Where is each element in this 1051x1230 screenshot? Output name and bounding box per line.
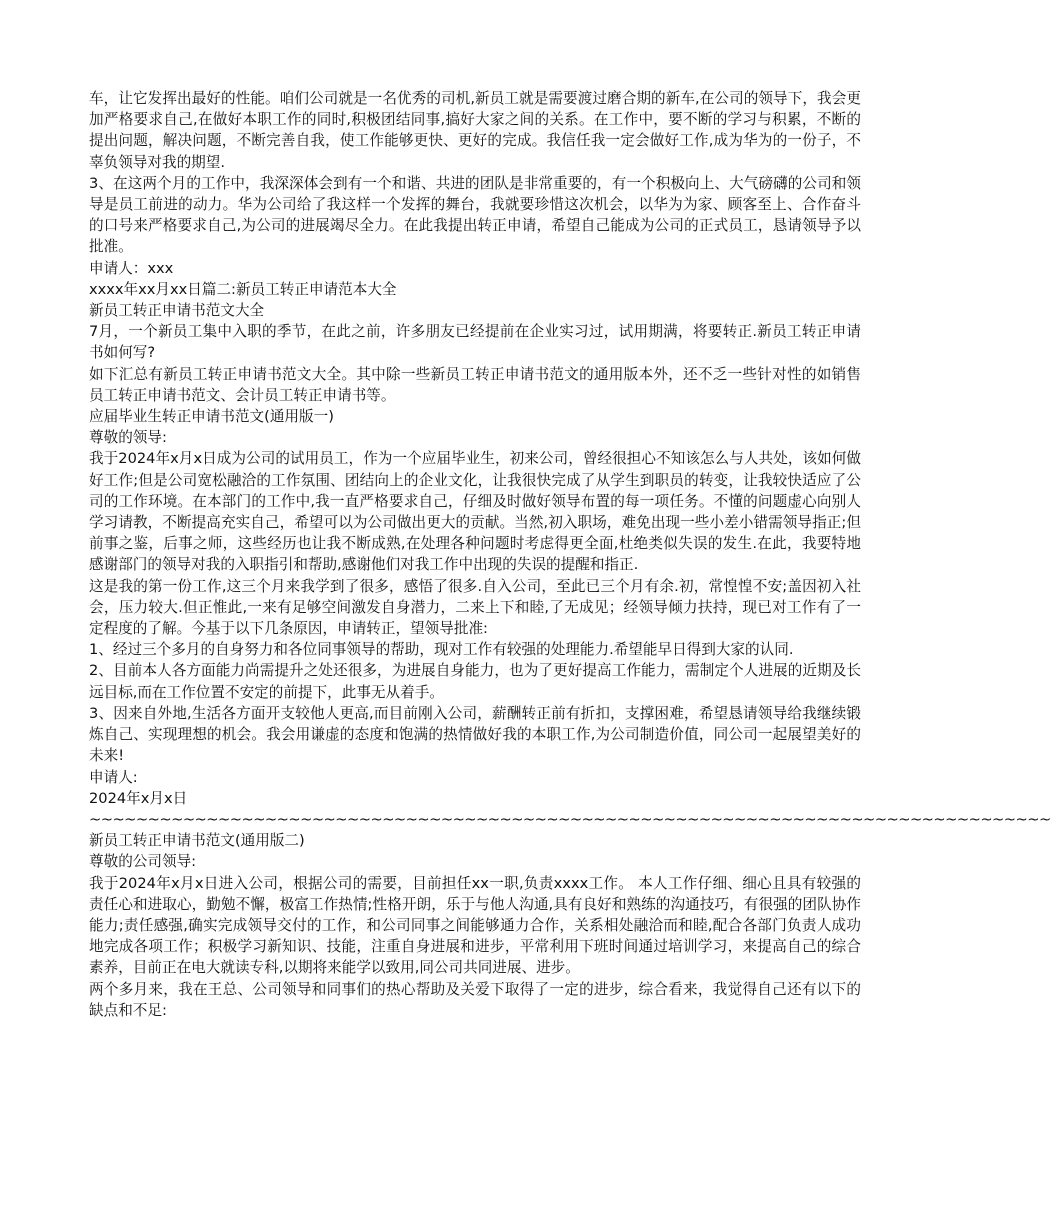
tilde-separator: ~~~~~~~~~~~~~~~~~~~~~~~~~~~~~~~~~~~~~~~~~~~~~~~~~~~~~~~~~~~~~~~~~~~~~~~~~~~~~~~~~~ [89, 810, 1051, 828]
sample1-reason-3: 3、因来自外地,生活各方面开支较他人更高,而目前刚入公司，薪酬转正前有折扣，支撑困难，希望恳请领导给我继续锻炼自己、实现理想的机会。我会用谦虚的态度和饱满的热情做好我的本职工作,为公司制造价值，同公司一起展望美好的未来! [89, 704, 861, 765]
paragraph-intro-2: 如下汇总有新员工转正申请书范文大全。其中除一些新员工转正申请书范文的通用版本外，还不乏一些针对性的如销售员工转正申请书范文、会计员工转正申请书等。 [89, 365, 861, 404]
applicant-line-1: 申请人：xxx [89, 259, 174, 277]
sample2-paragraph-1: 我于2024年x月x日进入公司，根据公司的需要，目前担任xx一职,负责xxxx工作。 本人工作仔细、细心且具有较强的责任心和进取心，勤勉不懈，极富工作热情;性格开朗，乐于与他人沟通,具有良好和熟练的沟通技巧，有很强的团队协作能力;责任感强,确实完成领导交付的工作，和公司同事之间能够通力合作，关系相处融洽而和睦,配合各部门负责人成功地完成各项工作；积极学习新知识、技能，注重自身进展和进步，平常利用下班时间通过培训学习，来提高自己的综合素养，目前正在电大就读专科,以期将来能学以致用,同公司共同进展、进步。 [89, 874, 861, 977]
sample-title-2: 新员工转正申请书范文(通用版二) [89, 832, 305, 850]
document-body [89, 88, 1051, 1021]
paragraph-2: 3、在这两个月的工作中，我深深体会到有一个和谐、共进的团队是非常重要的，有一个积极向上、大气磅礴的公司和领导是员工前进的动力。华为公司给了我这样一个发挥的舞台，我就要珍惜这次机会，以华为为家、顾客至上、合作奋斗的口号来严格要求自己,为公司的进展竭尽全力。在此我提出转正申请，希望自己能成为公司的正式员工，恳请领导予以批准。 [89, 174, 861, 256]
sample1-reason-2: 2、目前本人各方面能力尚需提升之处还很多，为进展自身能力，也为了更好提高工作能力，需制定个人进展的近期及长远目标,而在工作位置不安定的前提下，此事无从着手。 [89, 662, 861, 701]
paragraph-intro-1: 7月，一个新员工集中入职的季节，在此之前，许多朋友已经提前在企业实习过，试用期满，将要转正.新员工转正申请书如何写? [89, 323, 861, 362]
paragraph-1: 车，让它发挥出最好的性能。咱们公司就是一名优秀的司机,新员工就是需要渡过磨合期的新车,在公司的领导下，我会更加严格要求自己,在做好本职工作的同时,积极团结同事,搞好大家之间的关系。在工作中，要不断的学习与积累，不断的提出问题，解决问题，不断完善自我，使工作能够更快、更好的完成。我信任我一定会做好工作,成为华为的一份子，不辜负领导对我的期望. [89, 90, 861, 171]
sample1-paragraph-1: 我于2024年x月x日成为公司的试用员工，作为一个应届毕业生，初来公司，曾经很担心不知该怎么与人共处，该如何做好工作;但是公司宽松融洽的工作氛围、团结向上的企业文化，让我很快完成了从学生到职员的转变，让我较快适应了公司的工作环境。在本部门的工作中,我一直严格要求自己，仔细及时做好领导布置的每一项任务。不懂的问题虚心向别人学习请教，不断提高充实自己，希望可以为公司做出更大的贡献。当然,初入职场，难免出现一些小差小错需领导指正;但前事之鉴，后事之师，这些经历也让我不断成熟,在处理各种问题时考虑得更全面,杜绝类似失误的发生.在此，我要特地感谢部门的领导对我的入职指引和帮助,感谢他们对我工作中出现的失误的提醒和指正. [89, 450, 861, 574]
sample2-paragraph-2: 两个多月来，我在王总、公司领导和同事们的热心帮助及关爱下取得了一定的进步，综合看来，我觉得自己还有以下的缺点和不足: [89, 980, 861, 1019]
section-title: 新员工转正申请书范文大全 [89, 302, 265, 320]
sample-title-1: 应届毕业生转正申请书范文(通用版一) [89, 408, 334, 426]
sample1-reason-1: 1、经过三个多月的自身努力和各位同事领导的帮助，现对工作有较强的处理能力.希望能早日得到大家的认同. [89, 641, 794, 659]
date-heading-line: xxxx年xx月xx日篇二:新员工转正申请范本大全 [89, 280, 397, 298]
salutation-1: 尊敬的领导: [89, 429, 167, 447]
applicant-line-2: 申请人: [89, 768, 138, 786]
salutation-2: 尊敬的公司领导: [89, 853, 197, 871]
date-line-2: 2024年x月x日 [89, 789, 188, 807]
sample1-paragraph-2: 这是我的第一份工作,这三个月来我学到了很多，感悟了很多.自入公司，至此已三个月有余.初，常惶惶不安;盖因初入社会，压力较大.但正惟此,一来有足够空间激发自身潜力，二来上下和睦,了无成见；经领导倾力扶持，现已对工作有了一定程度的了解。今基于以下几条原因，申请转正，望领导批准: [89, 577, 861, 638]
